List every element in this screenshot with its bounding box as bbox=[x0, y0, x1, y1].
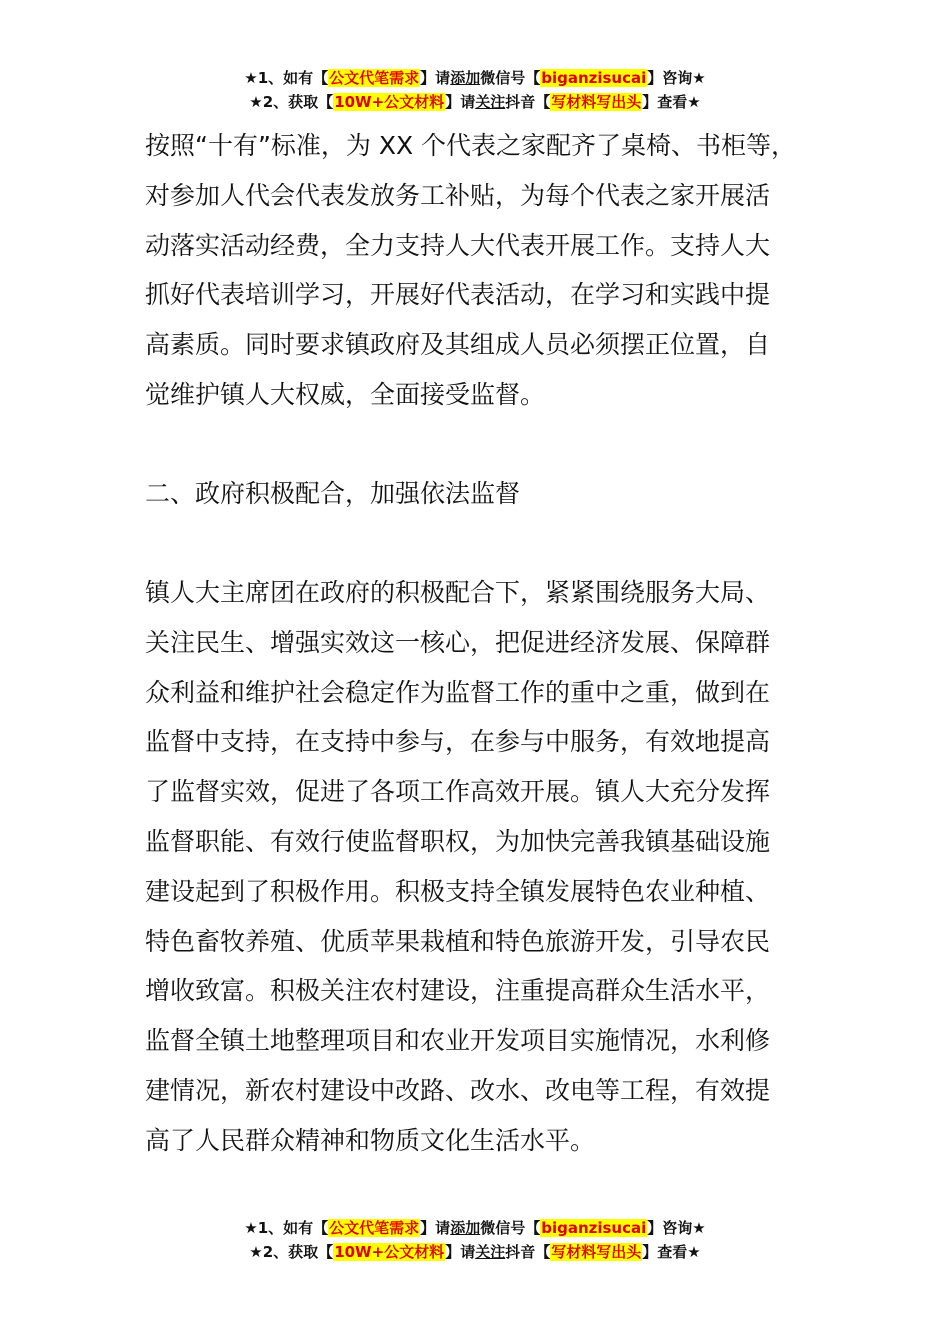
paragraph-line: 监督中支持，在支持中参与，在参与中服务，有效地提高 bbox=[145, 727, 771, 757]
paragraph-line: 镇人大主席团在政府的积极配合下，紧紧围绕服务大局、 bbox=[145, 578, 771, 607]
banner-line-2 bbox=[0, 1240, 950, 1264]
banner-text: ★2、获取【 bbox=[249, 1243, 334, 1261]
paragraph-line: 了监督实效，促进了各项工作高效开展。镇人大充分发挥 bbox=[145, 777, 771, 807]
banner-text: 】请 bbox=[445, 93, 476, 111]
paragraph-line: 对参加人代会代表发放务工补贴，为每个代表之家开展活 bbox=[145, 180, 771, 210]
banner-text: 微信号【 bbox=[480, 1219, 541, 1237]
banner-text: 微信号【 bbox=[480, 69, 541, 87]
banner-highlight: 10W+公文材料 bbox=[334, 1243, 445, 1261]
paragraph-line: 监督职能、有效行使监督职权，为加快完善我镇基础设施 bbox=[145, 826, 771, 856]
paragraph-line: 抓好代表培训学习，开展好代表活动，在学习和实践中提 bbox=[145, 280, 771, 310]
banner-emphasis: 关注 bbox=[475, 93, 506, 111]
paragraph-line: 动落实活动经费，全力支持人大代表开展工作。支持人大 bbox=[145, 230, 771, 260]
paragraph-line: 众利益和维护社会稳定作为监督工作的重中之重，做到在 bbox=[145, 677, 771, 707]
header-banner bbox=[0, 66, 950, 114]
banner-highlight: 10W+公文材料 bbox=[334, 93, 445, 111]
paragraph-line: 增收致富。积极关注农村建设，注重提高群众生活水平， bbox=[145, 976, 771, 1006]
banner-text: ★2、获取【 bbox=[249, 93, 334, 111]
banner-text: 抖音【 bbox=[505, 1243, 551, 1261]
paragraph-1 bbox=[145, 121, 835, 420]
paragraph-line: 觉维护镇人大权威，全面接受监督。 bbox=[145, 379, 546, 409]
banner-text: 】请 bbox=[420, 1219, 451, 1237]
banner-text: 】查看★ bbox=[642, 1243, 701, 1261]
paragraph-2 bbox=[145, 568, 835, 1166]
banner-highlight: 写材料写出头 bbox=[551, 93, 642, 111]
banner-highlight: biganzisucai bbox=[541, 1219, 647, 1237]
section-heading bbox=[145, 469, 835, 519]
banner-emphasis: 添加 bbox=[450, 69, 481, 87]
paragraph-line: 关注民生、增强实效这一核心，把促进经济发展、保障群 bbox=[145, 627, 771, 657]
banner-line-1 bbox=[0, 66, 950, 90]
banner-line-2 bbox=[0, 90, 950, 114]
banner-text: ★1、如有【 bbox=[244, 1219, 329, 1237]
banner-text: 抖音【 bbox=[505, 93, 551, 111]
paragraph-line: 建情况，新农村建设中改路、改水、改电等工程，有效提 bbox=[145, 1075, 771, 1105]
paragraph-line: 高了人民群众精神和物质文化生活水平。 bbox=[145, 1125, 596, 1155]
paragraph-line: 高素质。同时要求镇政府及其组成人员必须摆正位置，自 bbox=[145, 330, 771, 360]
banner-text: 】查看★ bbox=[642, 93, 701, 111]
paragraph-line: 建设起到了积极作用。积极支持全镇发展特色农业种植、 bbox=[145, 876, 771, 906]
banner-text: ★1、如有【 bbox=[244, 69, 329, 87]
banner-text: 】咨询★ bbox=[647, 69, 706, 87]
banner-text: 】请 bbox=[420, 69, 451, 87]
section-heading-text: 二、政府积极配合，加强依法监督 bbox=[145, 479, 521, 508]
banner-text: 】请 bbox=[445, 1243, 476, 1261]
banner-text: 】咨询★ bbox=[647, 1219, 706, 1237]
banner-highlight: 公文代笔需求 bbox=[329, 69, 420, 87]
banner-highlight: 写材料写出头 bbox=[551, 1243, 642, 1261]
paragraph-line: 按照“十有”标准，为 XX 个代表之家配齐了桌椅、书柜等， bbox=[145, 131, 797, 160]
banner-highlight: biganzisucai bbox=[541, 69, 647, 87]
banner-emphasis: 关注 bbox=[475, 1243, 506, 1261]
paragraph-line: 监督全镇土地整理项目和农业开发项目实施情况，水利修 bbox=[145, 1026, 771, 1056]
paragraph-line: 特色畜牧养殖、优质苹果栽植和特色旅游开发，引导农民 bbox=[145, 926, 771, 956]
banner-emphasis: 添加 bbox=[450, 1219, 481, 1237]
banner-highlight: 公文代笔需求 bbox=[329, 1219, 420, 1237]
banner-line-1 bbox=[0, 1216, 950, 1240]
footer-banner bbox=[0, 1216, 950, 1264]
